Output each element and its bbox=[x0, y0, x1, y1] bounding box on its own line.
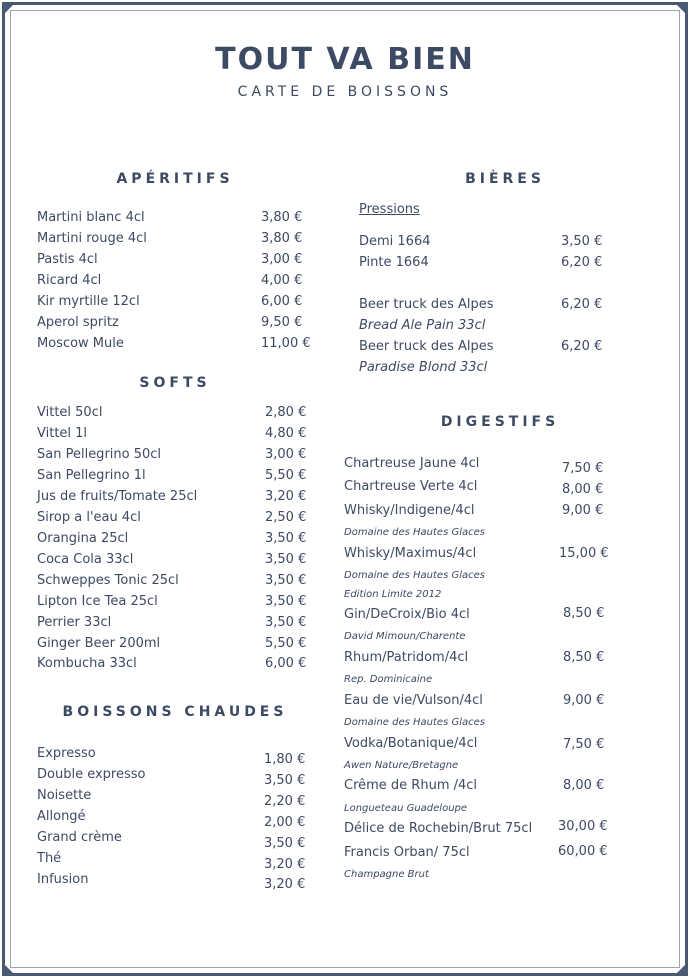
item-price-text: 9,00 € bbox=[562, 503, 604, 518]
item-price-text: 8,50 € bbox=[563, 650, 605, 665]
item-price bbox=[559, 546, 619, 566]
subheading-pressions: Pressions bbox=[359, 202, 420, 217]
menu-item bbox=[37, 636, 317, 656]
item-name: Grand crème bbox=[37, 830, 122, 845]
menu-item bbox=[344, 479, 544, 499]
item-note: Edition Limite 2012 bbox=[344, 589, 442, 600]
item-name: Eau de vie/Vulson/4cl bbox=[344, 693, 483, 708]
menu-item bbox=[344, 650, 544, 670]
menu-item bbox=[359, 339, 609, 359]
menu-item bbox=[37, 315, 312, 335]
section-heading-bieres: BIÈRES bbox=[465, 171, 545, 187]
item-price-text: 3,20 € bbox=[264, 877, 306, 892]
item-price: 3,50 € bbox=[265, 615, 307, 630]
item-note: Longueteau Guadeloupe bbox=[344, 803, 468, 814]
menu-item bbox=[344, 693, 544, 713]
item-price bbox=[562, 482, 622, 502]
item-price: 3,50 € bbox=[265, 531, 307, 546]
item-name: Infusion bbox=[37, 872, 89, 887]
section-heading-digestifs: DIGESTIFS bbox=[440, 414, 560, 430]
menu-item bbox=[37, 405, 317, 425]
item-note: Awen Nature/Bretagne bbox=[344, 760, 459, 771]
item-name: Expresso bbox=[37, 746, 96, 761]
item-price bbox=[264, 857, 324, 877]
menu-item bbox=[37, 552, 317, 572]
item-price: 6,00 € bbox=[261, 294, 303, 309]
item-note: David Mimoun/Charente bbox=[344, 631, 466, 642]
item-price: 9,50 € bbox=[261, 315, 303, 330]
item-price bbox=[264, 877, 324, 897]
item-name: Whisky/Maximus/4cl bbox=[344, 546, 477, 561]
item-detail: Paradise Blond 33cl bbox=[359, 360, 488, 375]
item-price bbox=[558, 819, 623, 839]
item-name: Orangina 25cl bbox=[37, 531, 129, 546]
item-name: Chartreuse Jaune 4cl bbox=[344, 456, 480, 471]
item-name: Moscow Mule bbox=[37, 336, 124, 351]
item-name: Beer truck des Alpes bbox=[359, 297, 494, 312]
item-price-text: 7,50 € bbox=[562, 461, 604, 476]
menu-item bbox=[37, 489, 317, 509]
item-price bbox=[563, 737, 623, 757]
item-name: Lipton Ice Tea 25cl bbox=[37, 594, 158, 609]
menu-item bbox=[37, 336, 312, 356]
item-price: 6,00 € bbox=[265, 656, 307, 671]
item-price: 3,50 € bbox=[265, 594, 307, 609]
menu-item bbox=[37, 210, 312, 230]
item-name: Délice de Rochebin/Brut 75cl bbox=[344, 821, 533, 836]
item-price bbox=[563, 693, 623, 713]
item-price: 5,50 € bbox=[265, 636, 307, 651]
menu-item bbox=[344, 778, 544, 798]
menu-item bbox=[344, 456, 544, 476]
item-price-text: 3,20 € bbox=[264, 857, 306, 872]
item-name: Vittel 1l bbox=[37, 426, 88, 441]
menu-item bbox=[37, 615, 317, 635]
menu-item bbox=[37, 231, 312, 251]
item-price: 4,80 € bbox=[265, 426, 307, 441]
item-price bbox=[563, 778, 623, 798]
item-price: 4,00 € bbox=[261, 273, 303, 288]
item-note: Domaine des Hautes Glaces bbox=[344, 527, 485, 538]
item-name: Rhum/Patridom/4cl bbox=[344, 650, 469, 665]
item-price-text: 3,50 € bbox=[264, 773, 306, 788]
item-price: 3,80 € bbox=[261, 231, 303, 246]
item-price: 3,50 € bbox=[265, 552, 307, 567]
item-name: Martini rouge 4cl bbox=[37, 231, 147, 246]
item-price-text: 8,00 € bbox=[563, 778, 605, 793]
item-price bbox=[264, 815, 324, 835]
item-name: Pinte 1664 bbox=[359, 255, 429, 270]
menu-item bbox=[344, 503, 544, 523]
item-name: Kombucha 33cl bbox=[37, 656, 137, 671]
menu-item bbox=[37, 294, 312, 314]
item-name: Coca Cola 33cl bbox=[37, 552, 134, 567]
item-price-text: 8,50 € bbox=[563, 606, 605, 621]
item-price bbox=[264, 773, 324, 793]
item-price-text: 15,00 € bbox=[559, 546, 609, 561]
item-price: 11,00 € bbox=[261, 336, 311, 351]
item-name: Chartreuse Verte 4cl bbox=[344, 479, 478, 494]
section-heading-boissons-chaudes: BOISSONS CHAUDES bbox=[62, 704, 288, 720]
item-name: Ginger Beer 200ml bbox=[37, 636, 161, 651]
item-name: Gin/DeCroix/Bio 4cl bbox=[344, 607, 470, 622]
item-price: 3,20 € bbox=[265, 489, 307, 504]
item-name: Perrier 33cl bbox=[37, 615, 112, 630]
section-heading-softs: SOFTS bbox=[139, 375, 211, 391]
item-name: Jus de fruits/Tomate 25cl bbox=[37, 489, 198, 504]
item-price: 6,20 € bbox=[561, 255, 603, 270]
item-price-text: 7,50 € bbox=[563, 737, 605, 752]
menu-item bbox=[344, 736, 544, 756]
item-detail: Bread Ale Pain 33cl bbox=[359, 318, 486, 333]
item-price bbox=[264, 752, 324, 772]
item-name: Thé bbox=[37, 851, 62, 866]
item-name: Noisette bbox=[37, 788, 92, 803]
item-price: 3,50 € bbox=[265, 573, 307, 588]
item-note: Domaine des Hautes Glaces bbox=[344, 570, 485, 581]
item-name: Crême de Rhum /4cl bbox=[344, 778, 478, 793]
item-price: 3,80 € bbox=[261, 210, 303, 225]
menu-item bbox=[344, 546, 544, 566]
corner-ornament bbox=[674, 962, 688, 976]
menu-item bbox=[37, 656, 317, 676]
menu-item bbox=[37, 447, 317, 467]
item-price: 6,20 € bbox=[561, 297, 603, 312]
item-price-text: 1,80 € bbox=[264, 752, 306, 767]
section-heading-aperitifs: APÉRITIFS bbox=[116, 171, 234, 187]
menu-title: TOUT VA BIEN bbox=[215, 42, 475, 77]
item-note: Rep. Dominicaine bbox=[344, 674, 433, 685]
menu-item bbox=[37, 468, 317, 488]
item-note: Domaine des Hautes Glaces bbox=[344, 717, 485, 728]
item-price bbox=[563, 650, 623, 670]
item-name: Kir myrtille 12cl bbox=[37, 294, 140, 309]
menu-item bbox=[37, 573, 317, 593]
item-name: Sirop a l'eau 4cl bbox=[37, 510, 141, 525]
item-name: Aperol spritz bbox=[37, 315, 119, 330]
item-name: San Pellegrino 50cl bbox=[37, 447, 162, 462]
menu-item bbox=[344, 821, 554, 841]
item-price-text: 9,00 € bbox=[563, 693, 605, 708]
item-price bbox=[562, 503, 622, 523]
item-price: 3,50 € bbox=[561, 234, 603, 249]
item-name: Schweppes Tonic 25cl bbox=[37, 573, 179, 588]
menu-item bbox=[359, 297, 609, 317]
item-price-text: 30,00 € bbox=[558, 819, 608, 834]
item-price: 3,00 € bbox=[261, 252, 303, 267]
item-name: Pastis 4cl bbox=[37, 252, 98, 267]
item-price-text: 60,00 € bbox=[558, 844, 608, 859]
item-price-text: 8,00 € bbox=[562, 482, 604, 497]
menu-item bbox=[37, 273, 312, 293]
item-price-text: 2,20 € bbox=[264, 794, 306, 809]
item-price: 3,00 € bbox=[265, 447, 307, 462]
item-name: Beer truck des Alpes bbox=[359, 339, 494, 354]
item-price bbox=[264, 794, 324, 814]
menu-item bbox=[37, 531, 317, 551]
menu-item bbox=[37, 510, 317, 530]
menu-item bbox=[344, 607, 544, 627]
item-price: 5,50 € bbox=[265, 468, 307, 483]
item-price bbox=[264, 836, 324, 856]
item-name: Demi 1664 bbox=[359, 234, 431, 249]
menu-item bbox=[37, 252, 312, 272]
item-name: Double expresso bbox=[37, 767, 146, 782]
item-name: San Pellegrino 1l bbox=[37, 468, 146, 483]
corner-ornament bbox=[2, 2, 16, 16]
item-price bbox=[563, 606, 623, 626]
item-note: Champagne Brut bbox=[344, 869, 429, 880]
item-price: 2,80 € bbox=[265, 405, 307, 420]
corner-ornament bbox=[674, 2, 688, 16]
menu-item bbox=[344, 845, 544, 865]
menu-item bbox=[359, 234, 609, 254]
item-name: Francis Orban/ 75cl bbox=[344, 845, 470, 860]
item-name: Allongé bbox=[37, 809, 86, 824]
corner-ornament bbox=[2, 962, 16, 976]
menu-subtitle: CARTE DE BOISSONS bbox=[237, 84, 453, 100]
item-price bbox=[562, 461, 622, 481]
item-price: 6,20 € bbox=[561, 339, 603, 354]
menu-item bbox=[359, 255, 609, 275]
item-price bbox=[558, 844, 623, 864]
item-name: Vodka/Botanique/4cl bbox=[344, 736, 478, 751]
item-price-text: 2,00 € bbox=[264, 815, 306, 830]
item-price: 2,50 € bbox=[265, 510, 307, 525]
item-name: Whisky/Indigene/4cl bbox=[344, 503, 475, 518]
item-price-text: 3,50 € bbox=[264, 836, 306, 851]
menu-item bbox=[37, 426, 317, 446]
item-name: Vittel 50cl bbox=[37, 405, 103, 420]
menu-item bbox=[37, 594, 317, 614]
item-name: Martini blanc 4cl bbox=[37, 210, 145, 225]
item-name: Ricard 4cl bbox=[37, 273, 102, 288]
